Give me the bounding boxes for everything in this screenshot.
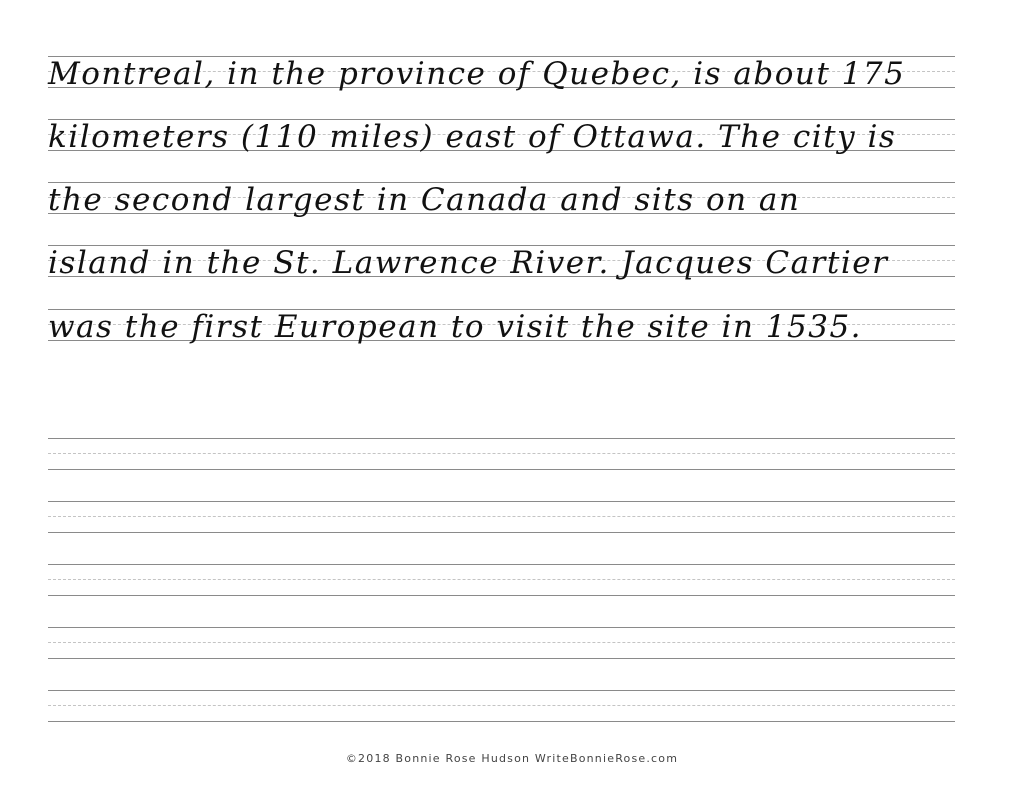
practice-line[interactable] xyxy=(48,627,955,659)
practice-line[interactable] xyxy=(48,690,955,722)
model-line-4 xyxy=(48,245,955,281)
model-line-1 xyxy=(48,56,955,92)
passage-text: Montreal, in the province of Quebec, is about 175 xyxy=(48,56,906,92)
copyright-footer: ©2018 Bonnie Rose Hudson WriteBonnieRose.com xyxy=(345,752,679,765)
practice-line[interactable] xyxy=(48,438,955,470)
passage-text: island in the St. Lawrence River. Jacques Cartier xyxy=(48,245,889,281)
practice-line[interactable] xyxy=(48,501,955,533)
model-line-2 xyxy=(48,119,955,155)
model-line-3 xyxy=(48,182,955,218)
passage-text: was the first European to visit the site in 1535. xyxy=(48,309,863,345)
practice-line[interactable] xyxy=(48,564,955,596)
model-line-5 xyxy=(48,309,955,345)
passage-text: kilometers (110 miles) east of Ottawa. The city is xyxy=(48,119,897,155)
passage-text: the second largest in Canada and sits on an xyxy=(48,182,801,218)
